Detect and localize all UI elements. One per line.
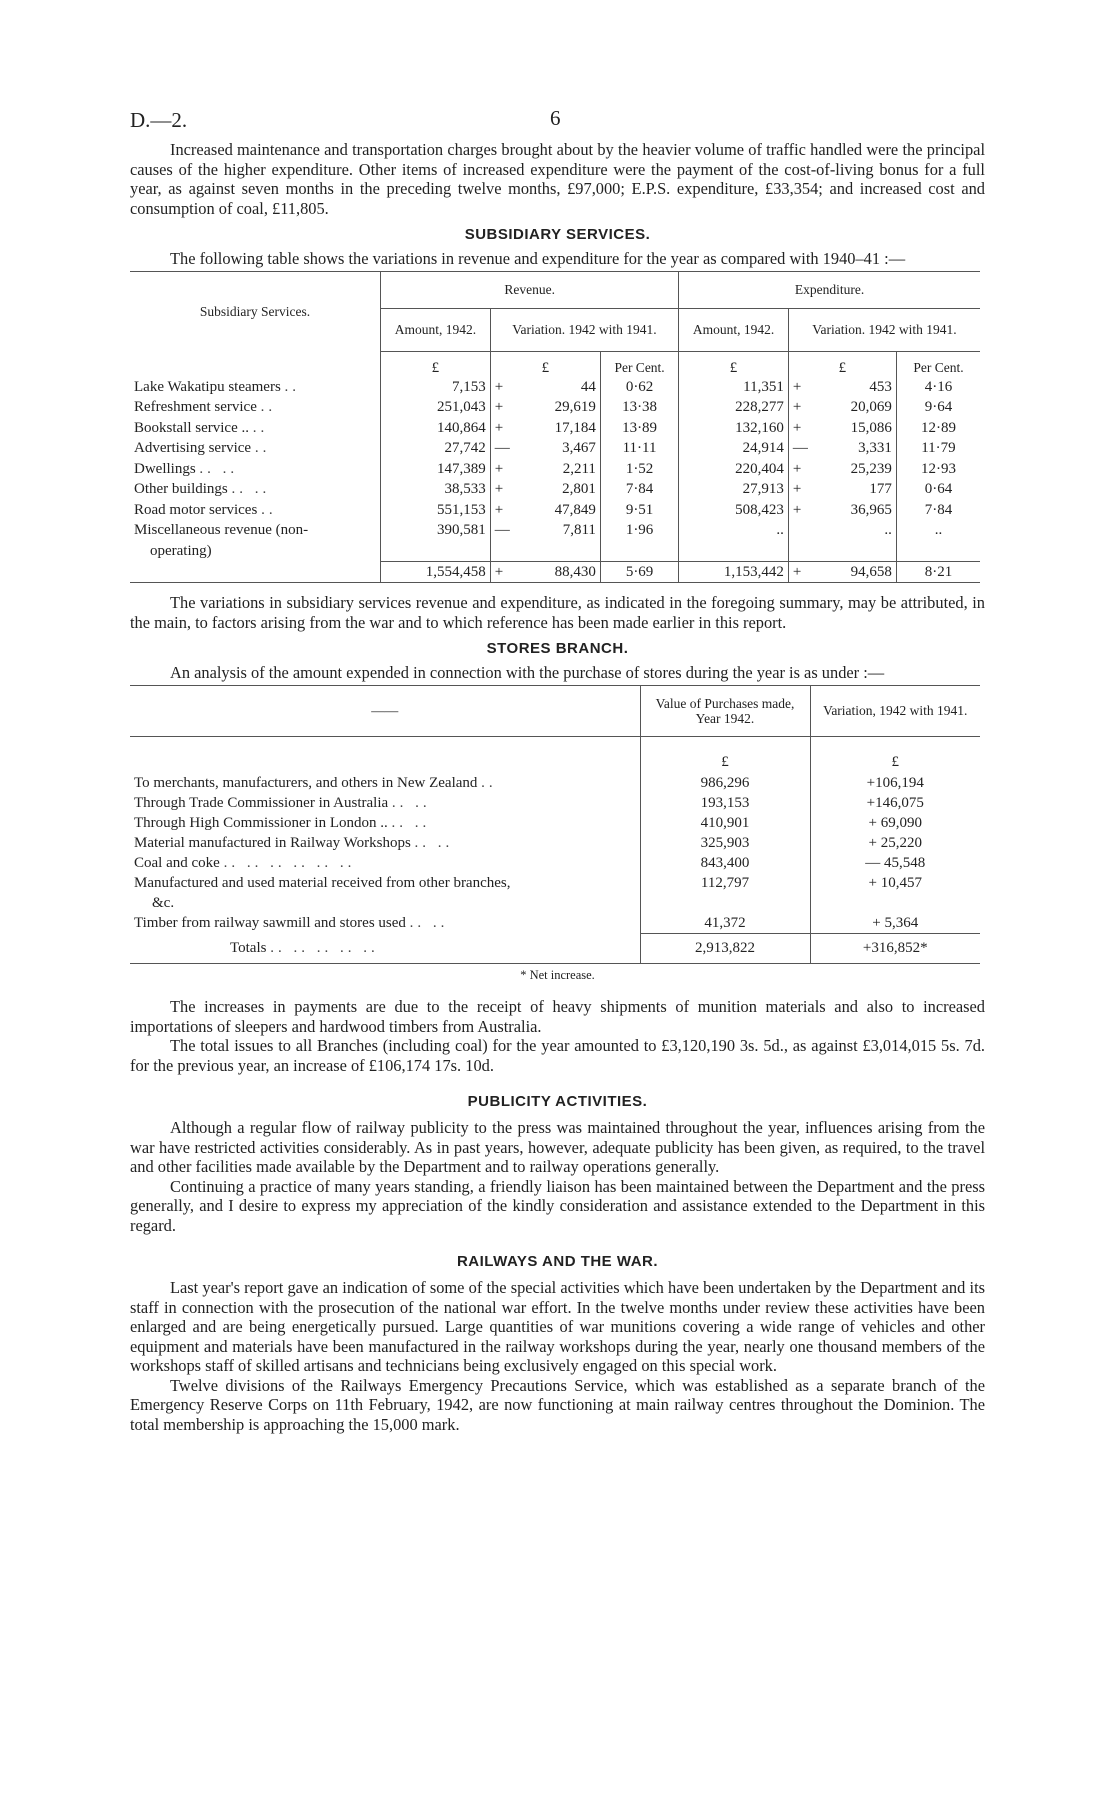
table-row-label: Advertising service (134, 440, 252, 456)
total-rev-variation: 88,430 (515, 561, 601, 583)
purchase-variation: +146,075 (810, 793, 980, 813)
leader-dots: .. (254, 440, 271, 456)
subsidiary-after: The variations in subsidiary services revenue and expenditure, as indicated in the foregoing summary, may be attributed, in the main, to factors arising from the war and to which reference has been made earlier in this report. (130, 593, 985, 632)
col-expenditure: Expenditure. (679, 271, 980, 308)
rev-pct: 9·51 (600, 500, 678, 521)
war-heading: RAILWAYS AND THE WAR. (456, 1253, 659, 1270)
rev-sign: + (490, 397, 515, 418)
table-row (130, 773, 980, 793)
unit-label: Per Cent. (600, 351, 678, 377)
rev-pct: 1·52 (600, 459, 678, 480)
col-variation: Variation, 1942 with 1941. (810, 685, 980, 736)
table-row-label: Timber from railway sawmill and stores used (134, 914, 406, 931)
purchase-variation: + 10,457 (810, 873, 980, 893)
rev-amount: 551,153 (381, 500, 491, 521)
leader-dots: .. .. (409, 914, 449, 931)
table-row (130, 438, 980, 459)
publicity-heading: PUBLICITY ACTIVITIES. (467, 1093, 648, 1110)
unit-label: £ (381, 351, 491, 377)
rev-variation: 2,801 (562, 481, 596, 497)
leader-dots: .. .. (391, 794, 431, 811)
table-row-label: Through Trade Commissioner in Australia (134, 794, 389, 811)
exp-pct: 7·84 (896, 500, 980, 521)
total-exp-pct: 8·21 (896, 561, 980, 583)
exp-sign: + (788, 418, 813, 439)
table-row-label: Coal and coke (134, 854, 220, 871)
table-row-label: Material manufactured in Railway Workshops (134, 834, 411, 851)
exp-amount: 11,351 (679, 377, 789, 398)
purchase-variation: + 25,220 (810, 833, 980, 853)
table-row (130, 377, 980, 398)
rev-variation: 29,619 (554, 399, 596, 415)
leader-dots: .. .. (199, 460, 239, 477)
table-row-label: Dwellings (134, 460, 196, 477)
subsidiary-heading: SUBSIDIARY SERVICES. (464, 226, 651, 243)
totals-row (130, 933, 640, 964)
rev-sign: — (490, 438, 515, 459)
purchase-variation: +106,194 (810, 773, 980, 793)
exp-variation: 25,239 (850, 460, 892, 477)
totals-label: Totals (230, 940, 267, 956)
total-exp-variation: 94,658 (813, 561, 897, 583)
table-row-label: Miscellaneous revenue (non- (134, 522, 309, 538)
purchase-value: 843,400 (640, 853, 810, 873)
total-rev-sign: + (490, 561, 515, 583)
col-rev-variation: Variation. 1942 with 1941. (490, 308, 678, 351)
table-row-label: Lake Wakatipu steamers (134, 378, 281, 395)
purchase-value: 410,901 (640, 813, 810, 833)
publicity-paragraph-1: Although a regular flow of railway publicity to the press was maintained throughout the year, influences arising from the war have restricted activities considerably. As in past years, however, adequate publicity has been given, as required, to the travel and other facilities made available by the Department and to railway operations generally. (130, 1118, 985, 1176)
war-paragraph-1: Last year's report gave an indication of some of the special activities which have been undertaken by the Department and its staff in connection with the prosecution of the national war effort. In the twelve months under review these activities have been enlarged and are being energetically pursued. Large quantities of war munitions covering a wide range of vehicles and other equipment and materials have been manufactured in the railway workshops during the year, nearly one thousand members of the workshops staff of skilled artisans and technicians being exclusively engaged on this special work. (130, 1278, 985, 1375)
table-row (130, 418, 980, 439)
purchase-variation (810, 893, 980, 913)
purchase-value: 112,797 (640, 873, 810, 893)
table-row (130, 397, 980, 418)
exp-variation: 453 (869, 378, 892, 395)
col-exp-amount: Amount, 1942. (679, 308, 789, 351)
rev-amount: 38,533 (381, 479, 491, 500)
unit-label: £ (640, 736, 810, 773)
total-exp-sign: + (788, 561, 813, 583)
table-row-label: Through High Commissioner in London .. (134, 814, 388, 831)
exp-variation: 177 (869, 481, 892, 497)
rev-sign: + (490, 418, 515, 439)
table-row (130, 793, 980, 813)
total-rev-amount: 1,554,458 (381, 561, 491, 583)
page-number: 6 (550, 106, 561, 130)
rev-amount: 390,581 (381, 520, 491, 541)
table-row (130, 873, 980, 893)
totals-value: 2,913,822 (640, 933, 810, 964)
leader-dots: .. .. (414, 834, 454, 851)
col-subsidiary-services: Subsidiary Services. (199, 303, 311, 319)
unit-label: Per Cent. (896, 351, 980, 377)
purchase-value: 986,296 (640, 773, 810, 793)
table-row (130, 500, 980, 521)
exp-sign: + (788, 397, 813, 418)
exp-sign: — (788, 438, 813, 459)
leader-dots: .. (260, 399, 277, 415)
rev-amount: 251,043 (381, 397, 491, 418)
unit-label: £ (810, 736, 980, 773)
col-rev-amount: Amount, 1942. (381, 308, 491, 351)
footnote: * Net increase. (520, 968, 595, 982)
table-row-label: Bookstall service .. (134, 419, 249, 436)
table-row (130, 459, 980, 480)
table-row (130, 520, 980, 541)
stores-paragraph-1: The increases in payments are due to the receipt of heavy shipments of munition materials and also to increased importations of sleepers and hardwood timbers from Australia. (130, 997, 985, 1036)
exp-variation: .. (884, 522, 892, 538)
exp-sign: + (788, 479, 813, 500)
stores-heading: STORES BRANCH. (486, 640, 629, 657)
table-row-label: Other buildings (134, 481, 228, 497)
exp-pct: 0·64 (896, 479, 980, 500)
table-row (130, 853, 980, 873)
rev-pct: 7·84 (600, 479, 678, 500)
exp-pct: 12·93 (896, 459, 980, 480)
table-row-label: To merchants, manufacturers, and others in New Zealand (134, 774, 478, 791)
leader-dots: .. (261, 501, 277, 518)
purchase-value (640, 893, 810, 913)
rev-sign: + (490, 500, 515, 521)
publicity-paragraph-2: Continuing a practice of many years standing, a friendly liaison has been maintained between the Department and the press generally, and I desire to express my appreciation of the kindly consideration and assistance extended to the Department in this regard. (130, 1176, 985, 1235)
stores-table (130, 685, 980, 965)
table-row-label: Road motor services (134, 501, 258, 518)
rev-sign: + (490, 377, 515, 398)
leader-dots: .. .. .. .. .. .. (223, 854, 356, 871)
exp-pct: 4·16 (896, 377, 980, 398)
exp-pct: 11·79 (896, 438, 980, 459)
exp-variation: 20,069 (850, 399, 892, 415)
unit-label: £ (788, 351, 896, 377)
stores-intro: An analysis of the amount expended in connection with the purchase of stores during the year is as under :— (170, 663, 885, 682)
exp-amount: 508,423 (679, 500, 789, 521)
exp-pct: .. (896, 520, 980, 541)
total-exp-amount: 1,153,442 (679, 561, 789, 583)
col-exp-variation: Variation. 1942 with 1941. (788, 308, 980, 351)
exp-sign (788, 520, 813, 541)
exp-variation: 15,086 (850, 419, 892, 436)
table-row (130, 479, 980, 500)
rev-amount: 27,742 (381, 438, 491, 459)
rev-variation: 17,184 (554, 419, 596, 436)
document-page (130, 100, 985, 1434)
exp-amount: 220,404 (679, 459, 789, 480)
leader-dots: .. (252, 419, 269, 436)
table-row (130, 833, 980, 853)
col-value-of-purchases: Value of Purchases made, Year 1942. (640, 685, 810, 736)
subsidiary-table (130, 271, 980, 584)
rev-variation: 44 (580, 378, 596, 395)
rev-variation: 7,811 (562, 522, 596, 538)
exp-amount: 228,277 (679, 397, 789, 418)
purchase-variation: + 69,090 (810, 813, 980, 833)
unit-label: £ (490, 351, 600, 377)
col-description: —— (130, 685, 640, 736)
rev-pct: 0·62 (600, 377, 678, 398)
purchase-value: 41,372 (640, 913, 810, 934)
purchase-variation: + 5,364 (810, 913, 980, 934)
rev-pct: 11·11 (600, 438, 678, 459)
exp-variation: 3,331 (858, 440, 892, 456)
document-code: D.—2. (130, 108, 188, 132)
leader-dots: .. .. (231, 481, 271, 497)
subsidiary-intro: The following table shows the variations in revenue and expenditure for the year as compared with 1940–41 :— (170, 249, 906, 268)
purchase-value: 193,153 (640, 793, 810, 813)
rev-amount: 147,389 (381, 459, 491, 480)
exp-variation: 36,965 (850, 501, 892, 518)
leader-dots: .. (481, 774, 497, 791)
rev-amount: 140,864 (381, 418, 491, 439)
rev-variation: 2,211 (562, 460, 596, 477)
intro-paragraph: Increased maintenance and transportation charges brought about by the heavier volume of traffic handled were the principal causes of the higher expenditure. Other items of increased expenditure were the payment of the cost-of-living bonus for a full year, as against seven months in the preceding twelve months, £97,000; E.P.S. expenditure, £33,354; and increased cost and consumption of coal, £11,805. (130, 140, 985, 218)
rev-variation: 47,849 (554, 501, 596, 518)
exp-sign: + (788, 377, 813, 398)
table-row (130, 913, 980, 934)
rev-amount: 7,153 (381, 377, 491, 398)
exp-amount: 24,914 (679, 438, 789, 459)
rev-sign: + (490, 479, 515, 500)
leader-dots: .. .. .. .. .. (270, 940, 379, 956)
rev-pct: 1·96 (600, 520, 678, 541)
leader-dots: .. (284, 378, 301, 395)
exp-sign: + (788, 500, 813, 521)
stores-paragraph-2: The total issues to all Branches (including coal) for the year amounted to £3,120,190 3s. 5d., as against £3,014,015 5s. 7d. for the previous year, an increase of £106,174 17s. 10d. (130, 1036, 985, 1075)
leader-dots: .. .. (391, 814, 431, 831)
totals-variation: +316,852* (810, 933, 980, 964)
col-revenue: Revenue. (381, 271, 679, 308)
exp-pct: 12·89 (896, 418, 980, 439)
exp-pct: 9·64 (896, 397, 980, 418)
rev-variation: 3,467 (562, 440, 596, 456)
war-paragraph-2: Twelve divisions of the Railways Emergency Precautions Service, which was established as a separate branch of the Emergency Reserve Corps on 11th February, 1942, are now functioning at main railway centres throughout the Dominion. The total membership is approaching the 15,000 mark. (130, 1375, 985, 1434)
exp-amount: 27,913 (679, 479, 789, 500)
rev-sign: — (490, 520, 515, 541)
exp-amount: .. (679, 520, 789, 541)
table-row-label: &c. (152, 894, 175, 911)
table-row-label: Manufactured and used material received from other branches, (134, 874, 511, 891)
exp-amount: 132,160 (679, 418, 789, 439)
unit-label: £ (679, 351, 789, 377)
rev-sign: + (490, 459, 515, 480)
rev-pct: 13·38 (600, 397, 678, 418)
purchase-variation: — 45,548 (810, 853, 980, 873)
table-row (130, 893, 980, 913)
table-row-label: Refreshment service (134, 399, 257, 415)
total-rev-pct: 5·69 (600, 561, 678, 583)
page-header (130, 100, 985, 140)
table-row (130, 813, 980, 833)
rev-pct: 13·89 (600, 418, 678, 439)
table-row-label: operating) (150, 542, 212, 559)
exp-sign: + (788, 459, 813, 480)
purchase-value: 325,903 (640, 833, 810, 853)
